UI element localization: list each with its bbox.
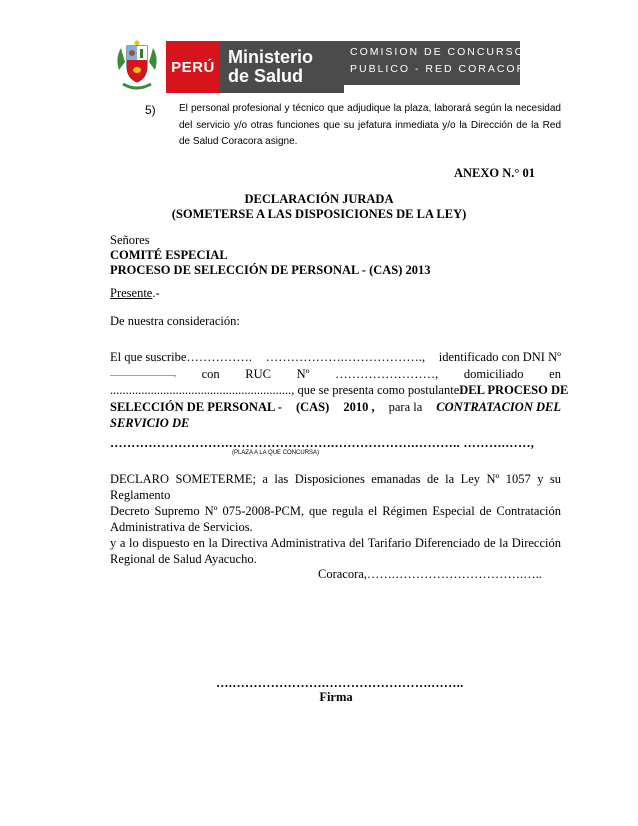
text-segment: DEL PROCESO DE xyxy=(459,383,569,397)
text-segment: CONTRATACION DEL xyxy=(436,399,561,414)
text-segment: identificado con DNI Nº xyxy=(438,350,561,364)
text-segment: El que suscribe……………. xyxy=(110,350,252,364)
paragraph-line: Regional de Salud Ayacucho. xyxy=(110,552,257,566)
salutation: Señores xyxy=(110,233,150,247)
place-date-line: Coracora,…….………………………….….. xyxy=(318,567,542,581)
ministerio-line2: de Salud xyxy=(228,66,304,86)
document-subtitle: (SOMETERSE A LAS DISPOSICIONES DE LA LEY) xyxy=(171,207,467,221)
paragraph-line: Administrativa de Servicios. xyxy=(110,520,253,534)
signature-line: ….………………….…………………….…….. xyxy=(216,676,464,690)
text-segment: para la xyxy=(388,399,423,414)
paragraph-line: DECLARO SOMETERME; a las Disposiciones emanadas de la Ley Nº 1057 y su Reglamento xyxy=(110,472,561,502)
fill-blank: ……………………, xyxy=(335,366,439,381)
text-segment: SELECCIÓN DE PERSONAL - xyxy=(110,399,282,414)
text-segment: RUC xyxy=(245,366,271,381)
item-text: El personal profesional y técnico que adjudique la plaza, laborará según la necesidad del servicio y/o otras funciones que su jefatura inmediata y/o la Dirección de la Red de Salud Coracora asigne. xyxy=(179,103,561,147)
plaza-label: (PLAZA A LA QUE CONCURSA) xyxy=(232,450,320,456)
service-blank-line: ……………………….…………………….……………….……….. ……….……, xyxy=(110,436,535,450)
comision-banner xyxy=(344,41,536,85)
ministerio-line1: Ministerio xyxy=(228,47,314,67)
ministerio-logo xyxy=(220,41,344,93)
paragraph-line: SERVICIO DE xyxy=(110,416,190,430)
text-segment: (CAS) xyxy=(295,399,330,414)
committee-name: COMITÉ ESPECIAL xyxy=(110,248,228,262)
paragraph-line xyxy=(110,382,569,399)
comision-line1: COMISION DE CONCURSO xyxy=(350,46,525,58)
peru-logo-text: PERÚ xyxy=(171,58,215,76)
paragraph-line xyxy=(110,399,561,416)
item-number: 5) xyxy=(145,103,156,117)
annex-label: ANEXO N.° 01 xyxy=(454,166,536,180)
signature-label: Firma xyxy=(319,690,353,704)
text-segment: domiciliado xyxy=(463,366,524,381)
text-segment: en xyxy=(549,366,561,381)
presente-line xyxy=(110,286,160,301)
comision-line2: PUBLICO - RED CORACORA xyxy=(350,63,536,75)
process-name: PROCESO DE SELECCIÓN DE PERSONAL - (CAS) 2013 xyxy=(110,263,431,277)
text-segment: con xyxy=(201,366,220,381)
presente-word: Presente xyxy=(110,286,153,300)
declarant-paragraph xyxy=(110,349,569,432)
paragraph-line: Decreto Supremo Nº 075-2008-PCM, que regula el Régimen Especial de Contratación xyxy=(110,504,561,518)
text-segment: .........................................................., que se presenta como postulante xyxy=(110,383,460,397)
paragraph-line: y a lo dispuesto en la Directiva Administrativa del Tarifario Diferenciado de la Dirección xyxy=(110,536,561,550)
peru-logo xyxy=(166,41,220,93)
greeting: De nuestra consideración: xyxy=(110,314,240,328)
presente-suffix: .- xyxy=(152,286,160,300)
document-title: DECLARACIÓN JURADA xyxy=(244,192,394,206)
fill-blank: ................................, xyxy=(110,368,176,378)
text-segment: 2010 , xyxy=(343,399,375,414)
declaration-paragraph xyxy=(110,471,561,567)
paragraph-line xyxy=(110,349,561,366)
paragraph-line xyxy=(110,366,561,383)
fill-blank: ……………….………………., xyxy=(265,350,426,364)
text-segment: Nº xyxy=(296,366,310,381)
peru-coat-of-arms-icon xyxy=(113,40,161,90)
